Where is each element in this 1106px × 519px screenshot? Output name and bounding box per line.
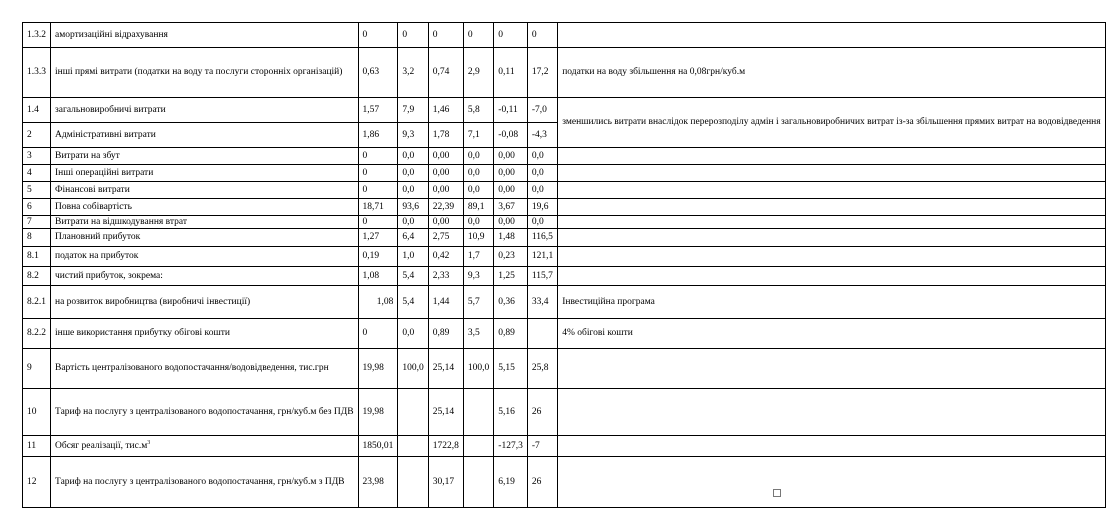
cell-value <box>463 436 493 457</box>
row-number: 8 <box>23 229 51 247</box>
row-note: Інвестиційна програма <box>558 286 1105 319</box>
cell-value: 0 <box>494 23 528 48</box>
table-row <box>23 23 1106 48</box>
row-name: Інші операційні витрати <box>51 165 359 182</box>
cell-value: 0,0 <box>398 319 428 349</box>
cell-value: 1,86 <box>358 123 398 148</box>
cell-value: -7,0 <box>527 98 557 123</box>
row-note <box>558 247 1105 267</box>
cell-value: 0,63 <box>358 48 398 98</box>
cell-value: 23,98 <box>358 457 398 508</box>
cell-value: 0,00 <box>428 148 463 165</box>
table-row <box>23 148 1106 165</box>
cell-value: 0,00 <box>494 148 528 165</box>
table-row <box>23 267 1106 286</box>
cell-value: 9,3 <box>398 123 428 148</box>
cell-value: 0,0 <box>527 165 557 182</box>
cell-value: 0,23 <box>494 247 528 267</box>
cell-value: 1,46 <box>428 98 463 123</box>
cell-value: 0,0 <box>463 182 493 199</box>
table-row <box>23 457 1106 508</box>
row-number: 12 <box>23 457 51 508</box>
row-note: податки на воду збільшення на 0,08грн/куб.м <box>558 48 1105 98</box>
cell-value: 0,0 <box>398 165 428 182</box>
cell-value: 30,17 <box>428 457 463 508</box>
row-note <box>558 229 1105 247</box>
cell-value: 3,67 <box>494 199 528 216</box>
cell-value: -4,3 <box>527 123 557 148</box>
cell-value: 100,0 <box>398 349 428 389</box>
table-row <box>23 247 1106 267</box>
cell-value: 0,19 <box>358 247 398 267</box>
cell-value: 0 <box>463 23 493 48</box>
cell-value: 1,7 <box>463 247 493 267</box>
cell-value: 0,0 <box>527 216 557 229</box>
cell-value <box>398 436 428 457</box>
cell-value: 0,0 <box>463 165 493 182</box>
row-note <box>558 23 1105 48</box>
cell-value: 7,9 <box>398 98 428 123</box>
table-row <box>23 229 1106 247</box>
table-resize-handle[interactable] <box>773 489 781 497</box>
table-row <box>23 182 1106 199</box>
cell-value <box>463 457 493 508</box>
cell-value: 0,89 <box>428 319 463 349</box>
row-number: 6 <box>23 199 51 216</box>
cell-value: 3,5 <box>463 319 493 349</box>
cell-value: -7 <box>527 436 557 457</box>
row-note <box>558 216 1105 229</box>
table-row <box>23 349 1106 389</box>
cell-value: 0,74 <box>428 48 463 98</box>
cell-value <box>463 389 493 436</box>
row-number: 3 <box>23 148 51 165</box>
cell-value: -0,08 <box>494 123 528 148</box>
row-note <box>558 267 1105 286</box>
cell-value: 0,0 <box>398 148 428 165</box>
cell-value: 1,44 <box>428 286 463 319</box>
table-row <box>23 216 1106 229</box>
row-name <box>51 436 359 457</box>
cell-value: 0 <box>527 23 557 48</box>
cell-value: 10,9 <box>463 229 493 247</box>
cell-value: 19,98 <box>358 389 398 436</box>
row-note <box>558 389 1105 436</box>
row-note <box>558 182 1105 199</box>
cell-value: 26 <box>527 457 557 508</box>
cell-value: 3,2 <box>398 48 428 98</box>
row-name: Адміністративні витрати <box>51 123 359 148</box>
row-number: 1.4 <box>23 98 51 123</box>
unit-superscript: 3 <box>147 439 151 446</box>
row-name: податок на прибуток <box>51 247 359 267</box>
cell-value: 0,42 <box>428 247 463 267</box>
cell-value: -0,11 <box>494 98 528 123</box>
cell-value: 89,1 <box>463 199 493 216</box>
row-name: Плановний прибуток <box>51 229 359 247</box>
row-note: 4% обігові кошти <box>558 319 1105 349</box>
table-row <box>23 319 1106 349</box>
row-number: 10 <box>23 389 51 436</box>
row-number: 8.2 <box>23 267 51 286</box>
cell-value: -127,3 <box>494 436 528 457</box>
row-name: Фінансові витрати <box>51 182 359 199</box>
cell-value: 1,08 <box>358 267 398 286</box>
row-note <box>558 457 1105 508</box>
cell-value: 0,00 <box>428 182 463 199</box>
cell-value: 6,19 <box>494 457 528 508</box>
row-name: загальновиробничі витрати <box>51 98 359 123</box>
cell-value <box>398 389 428 436</box>
cell-value: 5,16 <box>494 389 528 436</box>
cell-value: 0,00 <box>494 165 528 182</box>
table-row <box>23 48 1106 98</box>
cell-value: 5,4 <box>398 286 428 319</box>
row-number: 8.2.1 <box>23 286 51 319</box>
cell-value: 25,14 <box>428 389 463 436</box>
cell-value: 1,78 <box>428 123 463 148</box>
cell-value: 115,7 <box>527 267 557 286</box>
cell-value: 1,57 <box>358 98 398 123</box>
cell-value: 2,9 <box>463 48 493 98</box>
cell-value: 18,71 <box>358 199 398 216</box>
table-row <box>23 389 1106 436</box>
cell-value: 121,1 <box>527 247 557 267</box>
cell-value: 2,33 <box>428 267 463 286</box>
cell-value: 25,14 <box>428 349 463 389</box>
row-number: 2 <box>23 123 51 148</box>
cell-value <box>527 319 557 349</box>
row-note <box>558 349 1105 389</box>
cell-value: 1,48 <box>494 229 528 247</box>
cell-value: 0,0 <box>527 182 557 199</box>
row-note <box>558 436 1105 457</box>
row-name: Вартість централізованого водопостачання/водовідведення, тис.грн <box>51 349 359 389</box>
cell-value: 0,00 <box>494 182 528 199</box>
cell-value: 25,8 <box>527 349 557 389</box>
cell-value: 26 <box>527 389 557 436</box>
table-row <box>23 98 1106 123</box>
tariff-cost-table <box>22 22 1106 508</box>
cell-value: 1,0 <box>398 247 428 267</box>
table-row <box>23 436 1106 457</box>
cell-value: 19,6 <box>527 199 557 216</box>
row-number: 8.1 <box>23 247 51 267</box>
cell-value: 0,0 <box>527 148 557 165</box>
row-note <box>558 148 1105 165</box>
cell-value: 0,00 <box>494 216 528 229</box>
cell-value: 0 <box>358 148 398 165</box>
row-number: 9 <box>23 349 51 389</box>
cell-value: 0 <box>358 319 398 349</box>
row-note <box>558 165 1105 182</box>
row-name-text: Обсяг реалізації, тис.м <box>55 440 148 451</box>
row-note <box>558 199 1105 216</box>
row-name: чистий прибуток, зокрема: <box>51 267 359 286</box>
cell-value: 93,6 <box>398 199 428 216</box>
table-row <box>23 165 1106 182</box>
row-number: 4 <box>23 165 51 182</box>
cell-value <box>398 457 428 508</box>
cell-value: 0,0 <box>398 216 428 229</box>
cell-value: 5,7 <box>463 286 493 319</box>
cell-value: 6,4 <box>398 229 428 247</box>
row-number: 1.3.3 <box>23 48 51 98</box>
table-row <box>23 199 1106 216</box>
cell-value: 0,00 <box>428 165 463 182</box>
cell-value: 9,3 <box>463 267 493 286</box>
cell-value: 0,0 <box>463 148 493 165</box>
cell-value: 22,39 <box>428 199 463 216</box>
cell-value: 0,36 <box>494 286 528 319</box>
row-name: Витрати на збут <box>51 148 359 165</box>
cell-value: 116,5 <box>527 229 557 247</box>
cell-value: 0,11 <box>494 48 528 98</box>
cell-value: 0 <box>358 165 398 182</box>
cell-value: 0 <box>358 182 398 199</box>
table-row <box>23 286 1106 319</box>
row-name: Витрати на відшкодування втрат <box>51 216 359 229</box>
cell-value: 2,75 <box>428 229 463 247</box>
cell-value: 0 <box>358 216 398 229</box>
row-number: 7 <box>23 216 51 229</box>
row-name: інші прямі витрати (податки на воду та послуги сторонніх організацій) <box>51 48 359 98</box>
cell-value: 100,0 <box>463 349 493 389</box>
cell-value: 0 <box>428 23 463 48</box>
row-note: зменшились витрати внаслідок перерозподілу адмін і загальновиробничих витрат із-за збільшення прямих витрат на водовідведення <box>558 98 1105 148</box>
cell-value: 33,4 <box>527 286 557 319</box>
cell-value: 17,2 <box>527 48 557 98</box>
cell-value: 0,89 <box>494 319 528 349</box>
row-name: Тариф на послугу з централізованого водопостачання, грн/куб.м без ПДВ <box>51 389 359 436</box>
row-name: амортизаційні відрахування <box>51 23 359 48</box>
cell-value: 0,0 <box>398 182 428 199</box>
cell-value: 5,4 <box>398 267 428 286</box>
cell-value: 0 <box>398 23 428 48</box>
row-number: 11 <box>23 436 51 457</box>
cell-value: 5,15 <box>494 349 528 389</box>
row-name: на розвиток виробництва (виробничі інвестиції) <box>51 286 359 319</box>
row-name: Повна собівартість <box>51 199 359 216</box>
row-name: Тариф на послугу з централізованого водопостачання, грн/куб.м з ПДВ <box>51 457 359 508</box>
cell-value: 0 <box>358 23 398 48</box>
cell-value: 19,98 <box>358 349 398 389</box>
cell-value: 1,08 <box>358 286 398 319</box>
row-number: 1.3.2 <box>23 23 51 48</box>
row-number: 5 <box>23 182 51 199</box>
cell-value: 5,8 <box>463 98 493 123</box>
cell-value: 1,25 <box>494 267 528 286</box>
cell-value: 1850,01 <box>358 436 398 457</box>
row-name: інше використання прибутку обігові кошти <box>51 319 359 349</box>
cell-value: 7,1 <box>463 123 493 148</box>
row-number: 8.2.2 <box>23 319 51 349</box>
cell-value: 1722,8 <box>428 436 463 457</box>
cell-value: 0,0 <box>463 216 493 229</box>
cell-value: 0,00 <box>428 216 463 229</box>
cell-value: 1,27 <box>358 229 398 247</box>
